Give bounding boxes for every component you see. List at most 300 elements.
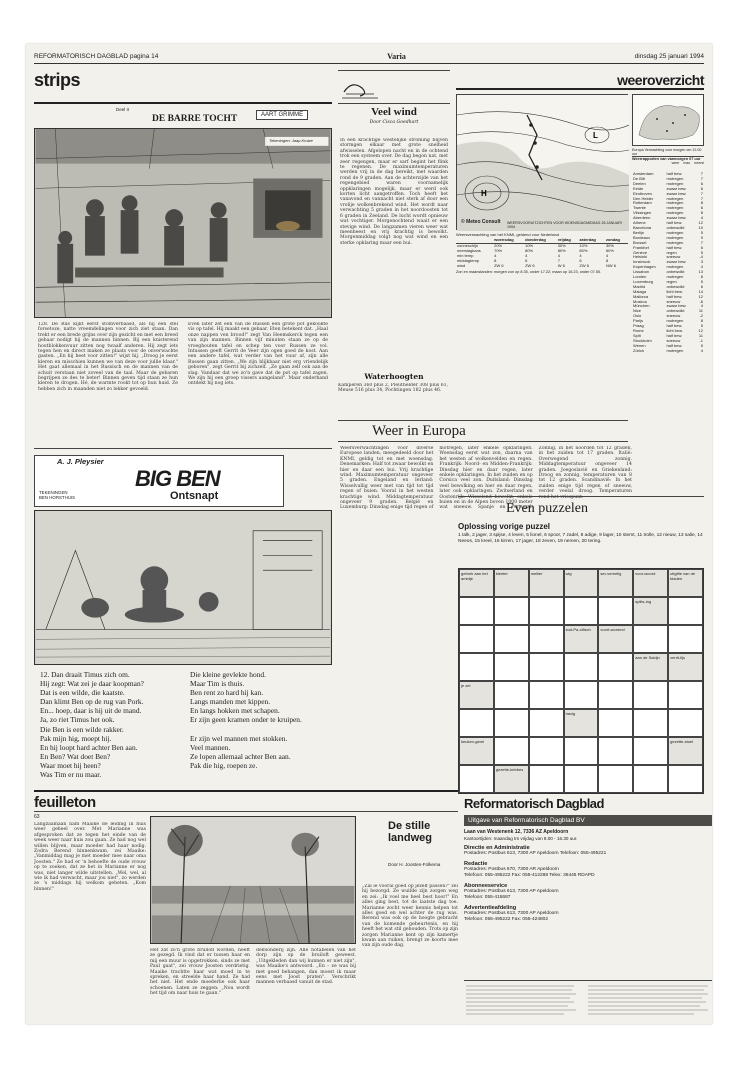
station-name: München: [633, 303, 650, 309]
rd-title: Reformatorisch Dagblad: [464, 796, 604, 811]
big-ben-author: A. J. Pleysier: [57, 457, 104, 466]
station-weather: motregen: [666, 229, 684, 235]
station-temp: 7: [700, 195, 703, 201]
waterhoogten-title: Waterhoogten: [364, 372, 424, 381]
rd-block-head: Directie en Administratie: [464, 845, 530, 851]
forecast-cell: 7: [557, 257, 560, 263]
station-name: Split: [633, 332, 641, 338]
station-row: [632, 349, 704, 354]
forecast-block: [456, 232, 628, 292]
station-weather: motregen: [666, 234, 684, 240]
station-weather: half bew.: [666, 323, 683, 329]
forecast-cell: NW 6: [605, 262, 616, 268]
puzzle-cell: [494, 709, 529, 737]
verse-line: Waar moet hij heen?: [40, 760, 101, 770]
station-weather: motregen: [666, 274, 684, 280]
station-name: Eelde: [633, 185, 644, 191]
puzzle-cell: [564, 597, 599, 625]
verse-line: Ben rent zo hard hij kan.: [190, 688, 264, 698]
veel-wind-logo: [338, 74, 450, 104]
landweg-photo: [151, 817, 355, 943]
forecast-cell: W 6: [557, 262, 565, 268]
station-temp: 4: [700, 303, 703, 309]
station-temp: 13: [698, 269, 703, 275]
forecast-day: zondag: [605, 237, 620, 242]
puzzel-title: Even puzzelen: [506, 501, 589, 516]
station-temp: 7: [700, 172, 703, 176]
puzzle-cell: [529, 681, 564, 709]
puzzel-banner: [458, 496, 704, 518]
puzzle-cell: [564, 765, 599, 793]
station-temp: 7: [700, 175, 703, 181]
svg-text:H: H: [481, 189, 487, 198]
station-name: Brussel: [633, 239, 647, 245]
station-weather: motregen: [666, 175, 684, 181]
puzzle-cell: [494, 681, 529, 709]
station-name: Genève: [633, 249, 648, 255]
big-ben-title-box: [34, 455, 284, 507]
station-weather: onbewolkt: [666, 269, 685, 275]
puzzle-cell: [633, 625, 668, 653]
puzzle-cell: [668, 625, 703, 653]
puzzle-cell: voort-wonend: [598, 625, 633, 653]
forecast-cell: 30%: [605, 242, 614, 248]
station-name: Vlissingen: [633, 210, 652, 216]
feuilleton-title: feuilleton: [34, 794, 96, 811]
puzzel-solution-block: [458, 522, 704, 562]
forecast-day: zaterdag: [579, 237, 596, 242]
rd-block-head: Abonneeservice: [464, 883, 508, 889]
station-temp: 9: [700, 234, 703, 240]
verse-line: Langs manden met kippen.: [190, 697, 271, 707]
station-temp: 8: [700, 200, 703, 206]
station-temp: 6: [700, 244, 703, 250]
europe-map-drawing: [633, 95, 705, 147]
station-temp: 4: [700, 215, 703, 221]
station-name: Zürich: [633, 347, 645, 353]
verse-line: Ze lopen allemaal achter Ben aan.: [190, 751, 291, 761]
station-temp: 5: [700, 229, 703, 235]
puzzle-cell: [668, 597, 703, 625]
station-weather: motregen: [666, 200, 684, 206]
verse-line: 12. Dan draait Timus zich om.: [40, 670, 130, 679]
puzzle-cell: gezette-stoel: [668, 737, 703, 765]
puzzle-cell: uitgifte van de bladen: [668, 569, 703, 597]
puzzle-cell: [598, 765, 633, 793]
station-temp: 5: [700, 249, 703, 255]
station-temp: 6: [700, 283, 703, 289]
station-temp: 12: [698, 220, 703, 226]
puzzle-cell: ser-vereelig: [598, 569, 633, 597]
forecast-day: woensdag: [494, 237, 514, 242]
puzzle-cell: [529, 765, 564, 793]
forecast-cell: 8: [605, 257, 609, 263]
barre-tocht-credit: AART GRIMME: [256, 110, 308, 120]
station-temp: 7: [700, 239, 703, 245]
forecast-cell: ZW 6: [579, 262, 589, 268]
europe-caption: Europa Verwachting voor morgen om 12.00 uur: [632, 148, 702, 156]
rd-publisher: Uitgave van Reformatorisch Dagblad BV: [464, 815, 712, 826]
puzzle-grid: [458, 568, 704, 794]
stations-head: [632, 156, 704, 170]
station-temp: 5: [700, 323, 703, 329]
barre-tocht-text-1: 128. De Rus kijkt eerst stomverbaasd, als hij een stel forsetoze, natte vreemdelingen voor zich ziet staan. Dan trekt er een brede grijns over zijn gezicht en met een breed gebaar nodigt hij de mannen binnen. Bij een knisterend houtblokkenvuur zitten nog twaalf anderen. Hij zegt iets tegen hen en direct maken ze plaats voor de onverwachte gasten. „En hij heet voor zitten!" wijst hij. „Droog je eerst kleren en misschien kunnen we van deze voor jullie klaar." Het gaat allemaal in het Russisch en de mannen van de schuit verstaan niet zoveel van de taal. Maar de gebaren begrijpen ze des te beter! Binnen geven tijd staan ze hun kleren te drogen. Hé, de warmte rookt tot op hun huid. Ze hebben zich in maanden niet zo lekker gevoeld.: [38, 322, 178, 392]
station-name: Barcelona: [633, 224, 652, 230]
forecast-cell: 60%: [605, 247, 614, 253]
story-author: Door H. Joosten-Folkema: [388, 862, 441, 867]
station-temp: 14: [698, 288, 703, 294]
wind-logo-icon: [338, 74, 450, 104]
forecast-cell: 80%: [525, 247, 534, 253]
map-label: WEERSVOORUITZICHTEN VOOR WOENSDAGMIDDAG 26 JANUARI 1994: [507, 221, 622, 229]
feuilleton-text-1: Langzaamaan nam Maaike de leiding in huis weer geheel over. Met Marianne was afgesproken dat ze tegen het einde van de week weer naar huis zou gaan. Ze had nog wel willen blijven, maar moeder had haar nodig. Zodra Berend binnenkwam, zei Maaike: „Vanmiddag mag je met moeder mee naar oma Joosten." Ze had er 'n behoefte de oude vrouw op te zoeken, dat ze het in Marianne er nog was, niet langer wilde uitstellen. „Wel, wel, al wie ik had verwacht, maar jou niet", zo werden ze 's middags hij welkom geheten. „Kom binnen!": [34, 822, 146, 892]
puzzle-cell: [633, 709, 668, 737]
station-name: De Bilt: [633, 175, 645, 181]
waterhoogten-block: [338, 372, 450, 394]
station-weather: half bew.: [666, 172, 683, 176]
station-name: Athene: [633, 220, 646, 226]
station-weather: half bew.: [666, 293, 683, 299]
puzzle-cell: gebrek aan het ambtje: [459, 569, 494, 597]
puzzle-cell: [668, 709, 703, 737]
station-name: Rotterdam: [633, 200, 652, 206]
verse-line: Die kleine gevlekte hond.: [190, 670, 266, 679]
weather-map: [456, 94, 628, 230]
verse-line: Pak mijn hig, moept hij.: [40, 733, 112, 743]
station-name: Parijs: [633, 318, 644, 324]
puzzle-cell: [529, 625, 564, 653]
station-temp: 11: [698, 332, 703, 338]
puzzle-cell: gezette-kebbes: [494, 765, 529, 793]
verse-line: Pak die hig, roepen ze.: [190, 760, 258, 770]
forecast-cell: 4: [605, 252, 609, 258]
puzzle-cell: kleeter: [494, 569, 529, 597]
station-weather: motregen: [666, 239, 684, 245]
verse-line: Was Tim er nu maar.: [40, 770, 102, 780]
feuilleton-number: 63: [34, 814, 40, 820]
puzzle-cell: voor-woord: [633, 569, 668, 597]
station-name: Rome: [633, 328, 644, 333]
forecast-cell: 4: [579, 252, 582, 258]
station-name: Bordeaux: [633, 234, 651, 240]
station-temp: 6: [700, 185, 703, 191]
header-section: Varia: [387, 52, 406, 61]
station-temp: 11: [698, 308, 703, 314]
barre-tocht-title: DE BARRE TOCHT: [152, 114, 238, 124]
puzzle-cell: [598, 737, 633, 765]
station-name: Madrid: [633, 283, 646, 289]
isobar-map: [457, 95, 629, 231]
station-name: Praag: [633, 323, 644, 329]
station-weather: zwaar bew.: [666, 215, 687, 221]
station-weather: half bew.: [666, 332, 683, 338]
station-temp: 12: [698, 293, 703, 299]
puzzel-subtitle: Oplossing vorige puzzel: [458, 522, 551, 531]
forecast-cell: 10%: [525, 242, 534, 248]
station-name: Deelen: [633, 180, 646, 186]
station-temp: 4: [700, 347, 703, 353]
feuilleton-text-3: delfsonderij zijn. Alle notabelen van het dorp zijn op de bruiloft geweest. „Uitgekleden dan wij kunnen er niet zijn", was Maaike's antwoord. „En – ze was bij met goed behangen, dan moest ik maar eens met Joost praten". Verschrikt mannen verbaasd vanuit de stad.: [256, 948, 356, 986]
rd-fineprint: [464, 980, 712, 1020]
forecast-cell: 4: [525, 252, 528, 258]
barre-tocht-header: [34, 106, 332, 128]
station-name: Londen: [633, 274, 647, 280]
station-temp: -4: [699, 254, 703, 260]
barre-tocht-drawing: [35, 129, 331, 317]
forecast-cell: 70%: [494, 247, 503, 253]
station-temp: 5: [700, 278, 703, 284]
forecast-cell: 80%: [557, 247, 566, 253]
puzzle-cell: aan de Sabijn: [633, 653, 668, 681]
station-name: Wenen: [633, 342, 646, 348]
station-temp: 8: [700, 274, 703, 280]
verse-line: Hij zegt: Wat zei je daar koopman?: [40, 679, 144, 689]
forecast-label: zonneschijn: [457, 242, 479, 248]
rd-address: Laan van Westenenk 12, 7336 AZ Apeldoorn: [464, 829, 569, 835]
puzzle-cell: [459, 625, 494, 653]
puzzle-cell: [633, 681, 668, 709]
verse-line: [190, 725, 330, 734]
station-name: Aberdeen: [633, 215, 651, 221]
verse-line: Er zijn wel mannen met stokken.: [190, 733, 288, 743]
big-ben-subtitle: Ontsnapt: [170, 490, 219, 502]
veel-wind-head: [338, 106, 450, 136]
newspaper-page: [26, 44, 712, 1024]
puzzle-cell: [459, 765, 494, 793]
station-weather: half bew.: [666, 220, 683, 226]
station-name: Kopenhagen: [633, 264, 656, 270]
rd-block-text: Postadres: Postbus 613, 7300 AP Apeldoorn Telefoon: 055-495221: [464, 851, 607, 856]
forecast-cell: 6: [525, 257, 528, 263]
puzzle-cell: keuken-gerei: [459, 737, 494, 765]
station-weather: zwaar bew.: [666, 185, 687, 191]
verse-line: Maar Tim is thuis.: [190, 679, 245, 689]
puzzle-cell: [529, 709, 564, 737]
station-name: Mallorca: [633, 293, 649, 299]
station-weather: sneeuw: [666, 337, 681, 343]
station-weather: motregen: [666, 180, 684, 186]
station-weather: motregen: [666, 205, 684, 211]
puzzle-cell: [564, 681, 599, 709]
barre-tocht-text-2: Even later zet een van de Russen een grote pot gekookte vis op tafel. Hij maakt een gebaar. Eten betekent dat. „Haal onze nappen ven brood!" zegt Van Heemskerck tegen een van zijn mannen. Binnen vijf minuten staan ze op de vroeghouten tafel en schep ten voor Russen ze vol. Intussen geeft Gerrit de Veer zijn ogen goed de kost. Aan een andere tafel, wat verder van het vuur af, zijn alle Russen gaan zitten. „We zijn blijkbaar niet erg vriendelijk geboren", zegt Gerrit bij zichzelf. „Ze gaan zelf ook aan de slag. Vandaar dat we zo'n gave dat de pot op tafel zagen. We zijn hij een groep vissers aangeland". Maar onderhand ontdekt hij nog iets.: [188, 322, 328, 387]
station-temp: -1: [699, 337, 703, 343]
forecast-cell: 20%: [494, 242, 503, 248]
stations-table: [632, 172, 704, 354]
station-weather: onbewolkt: [666, 283, 685, 289]
veel-wind-title: Veel wind: [371, 106, 417, 118]
puzzle-cell: [564, 737, 599, 765]
forecast-label: wind: [457, 262, 466, 268]
station-weather: sneeuw: [666, 298, 681, 304]
puzzle-cell: sud-Pa-cifisch: [564, 625, 599, 653]
puzzle-cell: verrit-lijs: [668, 653, 703, 681]
rd-colophon: [464, 796, 712, 1020]
strips-title: strips: [34, 70, 81, 90]
big-ben-verse-2: [190, 670, 330, 778]
col-header: neersl: [694, 161, 704, 165]
station-name: Twente: [633, 205, 646, 211]
forecast-cell: ZW 6: [525, 262, 535, 268]
puzzle-cell: [529, 653, 564, 681]
station-temp: 7: [700, 190, 703, 196]
stations-columns: [632, 161, 704, 165]
station-temp: 5: [700, 342, 703, 348]
station-weather: zwaar bew.: [666, 259, 687, 265]
rd-block-head: Advertentieafdeling: [464, 905, 517, 911]
forecast-label: min temp: [457, 252, 474, 258]
puzzle-cell: [633, 737, 668, 765]
veel-wind-body: In een krachtige westelijke stroming blijven stormgen elkaar met grote snelheid afwisselen. Afgelopen nacht en in de ochtend trok een systeem over. De dag begon nat, met zeer regengen, maar er sarf begint het flink te regenen. De maximumtemperaturen werden vrij in de dag bereikt, met waarden rond de 9 graden. Aan de achterzijde van het regengebied waren voornamelijk oppklaringen mogelijk, maar er werd ook korten licht aangetroffen. Toch heeft het vanavond en vannacht niet sterk af door een vrolije wolkenbrekend wind. Het wordt naar verwachting 5 graden in het noordoosten tot 6 graden in Zeeland. De lucht wordt opnieuw wat vochtiger. Morgenochtend waait er een stevige wind. De langzamen vieren weer wat meenheest en vrij krachtig is bewolkt. Morgenmiddag volgt nog wat wind en een sterke opklaring maar een bui.: [340, 138, 448, 246]
station-name: Oslo: [633, 313, 642, 319]
forecast-cell: 30%: [557, 242, 566, 248]
station-temp: -2: [699, 313, 703, 319]
strips-banner: [34, 70, 332, 104]
station-name: Frankfort: [633, 244, 650, 250]
station-weather: sneeuw: [666, 254, 681, 260]
rd-block-text: Postadres: Postbus 613, 7300 AP Apeldoorn Telefoon: 055-415687: [464, 889, 559, 900]
feuilleton-photo: [150, 816, 356, 944]
station-weather: regen: [666, 249, 677, 255]
puzzle-cell: havig: [564, 709, 599, 737]
puzzle-cell: [494, 653, 529, 681]
forecast-cell: ZW 6: [494, 262, 504, 268]
puzzle-cell: [494, 625, 529, 653]
big-ben-credit: TEKENINGEN BEN HORSTHUIS: [39, 490, 76, 500]
puzzle-cell: [529, 597, 564, 625]
barre-tocht-illustrator: Tekeningen: Jaap Kruize: [269, 138, 313, 143]
forecast-day: donderdag: [525, 237, 546, 242]
verse-line: En hij loopt hard achter Ben aan.: [40, 742, 138, 752]
weeroverzicht-banner: [456, 70, 704, 90]
puzzle-cell: [494, 597, 529, 625]
station-name: Innsbruck: [633, 259, 651, 265]
rd-block-head: Redactie: [464, 861, 488, 867]
forecast-cell: 4: [494, 252, 497, 258]
station-temp: 4: [700, 264, 703, 270]
station-weather: half bew.: [666, 244, 683, 250]
station-temp: 6: [700, 205, 703, 211]
verse-line: En Ben? Wat doet Ben?: [40, 751, 111, 761]
station-name: Stockholm: [633, 337, 652, 343]
big-ben-title: BIG BEN: [135, 466, 220, 491]
forecast-cell: 80%: [579, 247, 588, 253]
forecast-label: middagtemp: [457, 257, 480, 263]
puzzle-cell: [668, 765, 703, 793]
forecast-label: neerslagkans: [457, 247, 481, 253]
puzzel-solution: 1 talk, 2 jager, 3 spijse, 4 leven, 5 lionel, 6 spoor, 7 zadel, 8 adige, 9 lager, 10 stemt, 11 trolle, 12 nieuw, 13 salie, 14 Neeos, 15 kreel, 16 kirren, 17 jager, 18 zeven, 19 nemen, 20 tering.: [458, 533, 703, 544]
verse-line: Ja, zo riet Timus het ook.: [40, 715, 115, 725]
station-temp: 8: [700, 210, 703, 216]
station-name: Luxemburg: [633, 278, 654, 284]
puzzle-cell: [459, 597, 494, 625]
verse-line: Dan klimt Ben op de rug van Pork.: [40, 697, 144, 707]
verse-line: Veel mannen.: [190, 742, 231, 752]
station-weather: motregen: [666, 264, 684, 270]
puzzle-cell: [598, 681, 633, 709]
forecast-caption: Weersverwachting van het KNMI, geldend voor Nederland: [456, 232, 560, 237]
barre-tocht-panel: [34, 128, 332, 318]
feuilleton-text-4: „Zal ie vooral goed op jezelf passen?" zei hij bezorgd. Ze wuifde zijn zorgen weg en zei: „Ik voel me heel best hoor!" En alles ging best, tot de laatste dag toe. Marianne zocht weer kennis helpen tot alles goed en wel achter de rug was. Berend was ook op de hoogte gebracht van de komende gebeurtenis, en hij heeft het wat stil gehouden. Trots op zijn zorgen Marianne kent op zijn kamertje kwam aan ruiken, brengt ze koorts mee van zijn oude dag.: [362, 884, 458, 949]
story-head: [358, 820, 454, 880]
puzzle-cell: splits-ing: [633, 597, 668, 625]
weer-europa-banner: [338, 420, 628, 442]
station-weather: licht bew.: [666, 328, 683, 333]
feuilleton-banner: [34, 790, 458, 812]
station-weather: onbewolkt: [666, 224, 685, 230]
station-temp: 12: [698, 328, 703, 333]
veel-wind-byline: Door Cisca Goedhart: [369, 120, 419, 125]
verse-line: En... hoep, daar is hij uit de mand.: [40, 706, 142, 716]
puzzle-cell: [668, 681, 703, 709]
station-weather: motregen: [666, 318, 684, 324]
station-temp: 3: [700, 259, 703, 265]
weer-europa-body: Weersverwachtingen voor diverse Europese landen, meegedeeld door het KNMI, geldig tot en met woensdag. Denemarken: Half tot zwaar bewolkt en hier en daar een bui. Vrij krachtige wind. Maximumtemperatuur ongeveer 5 graden. Engeland en Ierland: Wisselvallig weer met van tijd tot tijd regen of buien. Vooral in het westen krachtige wind. Middagtemperatuur ongeveer 9 graden. België en Luxemburg: Dinsdag enige tijd regen of motregen, later enkele opklaringen. Woensdag eerst wat zon, daarna van het westen af wolkenvelden en regen. Frankrijk: Noord- en Midden-Frankrijk: Dinsdag hier en daar regen, later enkele opklaringen. In het zuiden en op Corsica veel zon. Duitsland: Dinsdag veel bewolking en hier en daar regen, later ook opklaringen. Zwitserland en Oostenrijk: Wisselend bewolkt, enkele buien en in de Alpen boven 1000 meter wat sneeuw. Spanje en Portugal: Zonnig, in het noorden tot 12 graden, in het zuiden tot 17 graden. Italië: Overwegend zonnig. Middagtemperatuur ongeveer 14 graden. Joegoslavië en Griekenland: Droog en zonnig, temperaturen van 8 tot 12 graden. Scandinavië: In het zuiden enige tijd regen of sneeuw, verder veelal droog. Temperaturen rond het vriespunt.: [340, 446, 632, 511]
forecast-row: [456, 264, 628, 269]
station-temp: -6: [699, 298, 703, 304]
barre-tocht-part: Deel II: [116, 107, 130, 112]
station-weather: half bew.: [666, 342, 683, 348]
forecast-cell: 8: [494, 257, 497, 263]
sun-moon-text: Zon en maanstanden: morgen zon op 8.35, onder 17.22; maan op 16.23, onder 07.55.: [456, 270, 602, 275]
forecast-cell: 6: [579, 257, 582, 263]
fineprint-lines: [464, 981, 712, 1020]
big-ben-panel: [34, 510, 332, 665]
puzzle-cell: [598, 709, 633, 737]
station-weather: zwaar bew.: [666, 190, 687, 196]
big-ben-header: [34, 448, 332, 508]
station-name: Lissabon: [633, 269, 650, 275]
station-weather: regen: [666, 278, 677, 284]
col-header: max: [683, 161, 691, 165]
rd-blocks: [464, 845, 712, 923]
station-temp: 6: [700, 180, 703, 186]
station-weather: motregen: [666, 347, 684, 353]
station-temp: 10: [698, 224, 703, 230]
puzzle-cell: mellier: [529, 569, 564, 597]
col-header: weer: [671, 161, 680, 165]
station-weather: onbewolkt: [666, 308, 685, 314]
puzzle-cell: [459, 653, 494, 681]
header-left: REFORMATORISCH DAGBLAD pagina 14: [34, 53, 159, 60]
forecast-cell: 4: [557, 252, 560, 258]
map-brand: © Meteo Consult: [461, 219, 501, 225]
waterhoogten-text: Kamperen 360 plus 2, Pleuthelder 308 plus 61, Meuse 516 plus 34, Pochtingen 182 plus 46.: [338, 383, 449, 394]
verse-line: Die Ben is een wilde rakker.: [40, 724, 124, 734]
verse-line: Er zijn geen kramen onder te kruipen.: [190, 715, 302, 725]
station-name: Nice: [633, 308, 642, 314]
forecast-day: vrijdag: [557, 237, 571, 242]
station-name: Moskou: [633, 298, 648, 304]
rd-block-text: Postadres: Postbus 670, 7300 AR Apeldoorn Telefoon: 055-495222 Fax: 055-412288 Telex: 36445 RDAPD: [464, 867, 595, 878]
puzzle-cell: [459, 709, 494, 737]
feuilleton-text-2: Het zat zo'n grote brullofl worden, heeft ze gezegd. Ik vind dat er tussen haar en mij een muur is opgetrokken, sinds ze met Paul gaat", zei vrouw Joosten verdrietig. Maaike trachtte haar wat moed in te spreken, en streelde haar hand. Ze had het niet. Het ende moederlie ook haar schoenen. Laten ze zeggen: „Nou wordt het tijd om naar huis te gaan.": [150, 948, 250, 997]
station-weather: licht bew.: [666, 288, 683, 294]
puzzle-cell: [529, 737, 564, 765]
rd-block-text: Postadres: Postbus 613, 7300 AP Apeldoorn Telefoon: 055-495222 Fax: 055-424802: [464, 911, 559, 922]
verse-line: En langs hokken met schapen.: [190, 706, 280, 716]
weeroverzicht-title: weeroverzicht: [617, 72, 704, 88]
station-weather: motregen: [666, 195, 684, 201]
puzzle-cell: je zel: [459, 681, 494, 709]
station-name: Eindhoven: [633, 190, 652, 196]
puzzle-cell: [564, 653, 599, 681]
puzzle-cell: [633, 765, 668, 793]
station-name: Den Helder: [633, 195, 654, 201]
stations-table-wrap: [632, 172, 704, 452]
verse-line: Dat is een wilde, die kaatste.: [40, 688, 125, 698]
puzzle-cell: wig: [564, 569, 599, 597]
station-name: Helsinki: [633, 254, 648, 260]
